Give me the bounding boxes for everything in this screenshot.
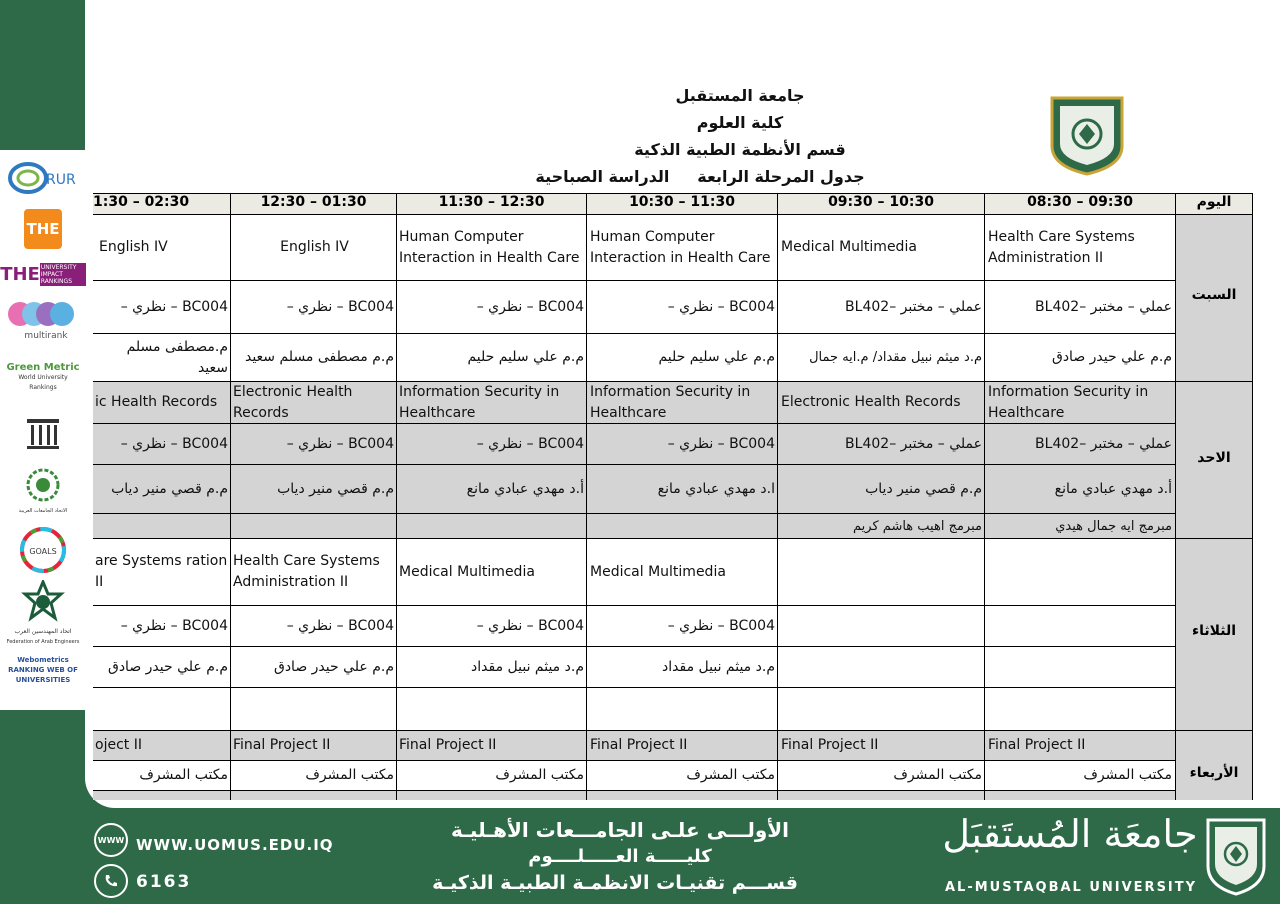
room-cell: عملي – مختبر –BL402	[1035, 298, 1172, 315]
teacher-cell: أ.د مهدي عبادي مانع	[1054, 480, 1172, 497]
schedule-study: الدراسة الصباحية	[535, 167, 670, 186]
teacher-cell: م.د ميثم نبيل مقداد	[471, 658, 584, 675]
course-cell: Final Project II	[988, 737, 1086, 753]
teacher-cell: م.م علي حيدر صادق	[273, 658, 394, 675]
arab-universities-logo: الاتحاد الجامعات العربية	[6, 466, 80, 516]
course-cell: Medical Multimedia	[781, 239, 917, 255]
time-slot-6: 1:30 – 02:30	[93, 194, 190, 210]
assistant-cell: مبرمج اهيب هاشم كريم	[853, 518, 982, 534]
room-cell: BC004 – نظري –	[667, 435, 775, 452]
svg-text:GOALS: GOALS	[29, 547, 57, 556]
time-slot-3: 10:30 – 11:30	[629, 194, 735, 210]
teacher-cell: م.م علي حيدر صادق	[1051, 349, 1172, 365]
room-cell: BC004 – نظري –	[120, 298, 228, 315]
room-cell: BC004 – نظري –	[667, 298, 775, 315]
course-cell: Health Care Systems Administration II	[988, 228, 1135, 266]
department-title: قسم الأنظمة الطبية الذكية	[634, 140, 846, 159]
room-cell: مكتب المشرف	[139, 767, 228, 783]
room-cell: مكتب المشرف	[305, 767, 394, 783]
room-cell: عملي – مختبر –BL402	[1035, 435, 1172, 452]
phone-number: 6163	[136, 872, 192, 892]
room-cell: BC004 – نظري –	[286, 298, 394, 315]
university-title: جامعة المستقبل	[675, 86, 805, 105]
course-cell: Electronic Health Records	[233, 383, 353, 421]
room-cell: مكتب المشرف	[1083, 767, 1172, 783]
time-slot-1: 08:30 – 09:30	[1027, 194, 1133, 210]
teacher-cell: م.م علي سليم حليم	[658, 349, 775, 365]
webometrics-logo: Webometrics RANKING WEB OF UNIVERSITIES	[8, 656, 78, 684]
phone-icon	[94, 864, 128, 898]
footer-college: كليـــــة العـــــلــــوم	[528, 846, 712, 867]
room-cell: BC004 – نظري –	[286, 435, 394, 452]
teacher-cell: م.م مصطفى مسلم سعيد	[244, 349, 394, 365]
footer	[0, 808, 1280, 904]
course-cell: Human Computer Interaction in Health Care	[590, 228, 771, 266]
footer-crest	[1204, 816, 1268, 896]
teacher-cell: م.م قصي منير دياب	[277, 480, 394, 497]
day-saturday: السبت	[1191, 287, 1237, 303]
schedule-stage: جدول المرحلة الرابعة	[697, 167, 865, 186]
course-cell: Medical Multimedia	[590, 563, 726, 580]
arab-engineers-logo: اتحاد المهندسين العرب Federation of Arab Engineers	[6, 582, 80, 644]
time-slot-5: 12:30 – 01:30	[260, 194, 367, 210]
room-cell: BC004 – نظري –	[476, 435, 584, 452]
teacher-cell: م.مصطفى مسلم سعيد	[126, 338, 228, 376]
room-cell: BC004 – نظري –	[667, 617, 775, 634]
course-cell: English IV	[99, 239, 168, 255]
room-cell: مكتب المشرف	[495, 767, 584, 783]
footer-slogan: الأولـــى علـى الجامـــعات الأهـليـة	[450, 818, 790, 842]
time-slot-4: 11:30 – 12:30	[438, 194, 545, 210]
room-cell: عملي – مختبر –BL402	[845, 298, 982, 315]
footer-logo-english: AL-MUSTAQBAL UNIVERSITY	[945, 880, 1198, 895]
impact-rankings-logo: THE UNIVERSITY IMPACT RANKINGS	[6, 258, 80, 290]
course-cell: Medical Multimedia	[399, 563, 535, 580]
teacher-cell: م.م قصي منير دياب	[865, 480, 982, 497]
teacher-cell: أ.د مهدي عبادي مانع	[466, 480, 584, 497]
course-cell: Information Security in Healthcare	[988, 383, 1149, 421]
course-cell: Final Project II	[781, 737, 879, 753]
course-cell: are Systems ration II	[95, 553, 228, 590]
course-cell: ic Health Records	[95, 394, 218, 410]
room-cell: BC004 – نظري –	[476, 298, 584, 315]
room-cell: مكتب المشرف	[893, 767, 982, 783]
day-header: اليوم	[1196, 194, 1232, 210]
course-cell: Final Project II	[399, 737, 497, 753]
website-link[interactable]: WWW.UOMUS.EDU.IQ	[136, 836, 334, 854]
course-cell: Information Security in Healthcare	[399, 383, 560, 421]
course-cell: Information Security in Healthcare	[590, 383, 751, 421]
course-cell: Final Project II	[233, 737, 331, 753]
greenmetric-logo: Green Metric World University Rankings	[6, 362, 80, 391]
day-sunday: الاحد	[1197, 450, 1231, 466]
room-cell: BC004 – نظري –	[286, 617, 394, 634]
room-cell: BC004 – نظري –	[120, 617, 228, 634]
day-wednesday: الأربعاء	[1189, 765, 1239, 781]
course-cell: Final Project II	[590, 737, 688, 753]
college-title: كلية العلوم	[696, 113, 784, 132]
day-tuesday: الثلاثاء	[1191, 623, 1237, 639]
time-slot-2: 09:30 – 10:30	[828, 194, 934, 210]
teacher-cell: م.م قصي منير دياب	[111, 480, 228, 497]
teacher-cell: ا.د مهدي عبادي مانع	[657, 480, 775, 497]
course-cell: Health Care Systems Administration II	[233, 553, 380, 590]
course-cell: English IV	[280, 239, 349, 255]
teacher-cell: م.د ميثم نبيل مقداد	[662, 658, 775, 675]
the-logo: THE	[6, 208, 80, 250]
teacher-cell: م.د ميثم نبيل مقداد/ م.ايه جمال	[809, 350, 982, 365]
website-icon: WWW	[94, 823, 128, 857]
assistant-cell: مبرمج ايه جمال هيدي	[1055, 518, 1172, 534]
teacher-cell: م.م علي حيدر صادق	[107, 658, 228, 675]
course-cell: oject II	[95, 737, 142, 753]
teacher-cell: م.م علي سليم حليم	[467, 349, 584, 365]
svg-text:multirank: multirank	[24, 331, 68, 341]
room-cell: مكتب المشرف	[686, 767, 775, 783]
course-cell: Electronic Health Records	[781, 394, 961, 410]
course-cell: Human Computer Interaction in Health Care	[399, 228, 580, 266]
room-cell: BC004 – نظري –	[120, 435, 228, 452]
rur-label: RUR	[46, 172, 76, 188]
footer-department: قســـم تقنيـات الانظمـة الطبيـة الذكيـة	[432, 872, 798, 894]
room-cell: عملي – مختبر –BL402	[845, 435, 982, 452]
footer-logo-arabic: جامعَة المُستَقبَل	[942, 812, 1198, 856]
room-cell: BC004 – نظري –	[476, 617, 584, 634]
